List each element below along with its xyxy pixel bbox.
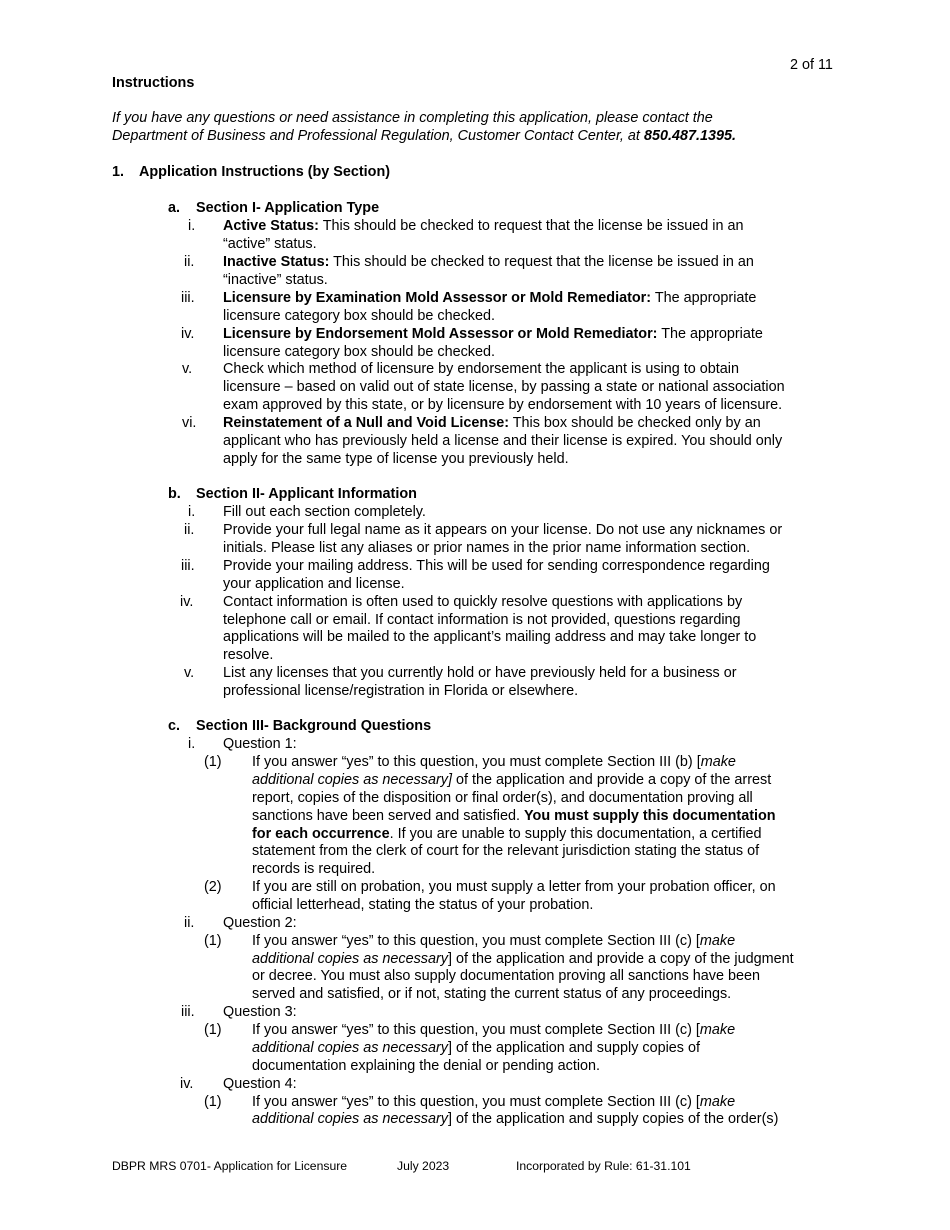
q1-p2-line-2: official letterhead, stating the status of your probation. bbox=[252, 897, 594, 913]
b-iii-num: iii. bbox=[181, 558, 195, 574]
a-i-line-2: “active” status. bbox=[223, 236, 317, 252]
a-ii-line-1 bbox=[223, 253, 754, 271]
a-vi-text: This box should be checked only by an bbox=[509, 415, 761, 431]
b-iv-line-3: applications will be mailed to the applicant’s mailing address and may take longer to bbox=[223, 629, 757, 645]
a-ii-term: Inactive Status: bbox=[223, 254, 330, 270]
q1-p1-line-5 bbox=[252, 825, 762, 843]
a-vi-num: vi. bbox=[182, 415, 197, 431]
q2-p1-l2-text: ] of the application and provide a copy of the judgment bbox=[448, 951, 794, 967]
q1-p1-line-7: records is required. bbox=[252, 861, 376, 877]
q3-p1-l2-italic: additional copies as necessary bbox=[252, 1040, 448, 1056]
b-iv-line-4: resolve. bbox=[223, 647, 274, 663]
q1-p1-line-3: report, copies of the disposition or final order(s), and documentation proving all bbox=[252, 790, 753, 806]
q4-p1-l2-italic: additional copies as necessary bbox=[252, 1111, 448, 1127]
q1-p1-l5-bold: for each occurrence bbox=[252, 826, 390, 842]
q2-p1-line-3: or decree. You must also supply documentation proving all sanctions have been bbox=[252, 968, 760, 984]
b-iv-num: iv. bbox=[180, 594, 194, 610]
q2-p1-l2-italic: additional copies as necessary bbox=[252, 951, 448, 967]
a-iv-num: iv. bbox=[181, 326, 195, 342]
a-vi-line-3: apply for the same type of license you previously held. bbox=[223, 451, 569, 467]
a-ii-line-2: “inactive” status. bbox=[223, 272, 328, 288]
q1-p1-l4-bold: You must supply this documentation bbox=[524, 808, 776, 824]
q1-p1-line-1 bbox=[252, 753, 736, 771]
a-i-term: Active Status: bbox=[223, 218, 319, 234]
b-iii-line-1: Provide your mailing address. This will be used for sending correspondence regarding bbox=[223, 558, 770, 574]
a-iii-text: The appropriate bbox=[651, 290, 757, 306]
q1-p1-line-4 bbox=[252, 807, 776, 825]
a-ii-text: This should be checked to request that the license be issued in an bbox=[329, 254, 754, 270]
footer-date: July 2023 bbox=[397, 1159, 450, 1173]
footer-form-name: DBPR MRS 0701- Application for Licensure bbox=[112, 1159, 348, 1173]
q4-label: Question 4: bbox=[223, 1076, 297, 1092]
q3-p1-num: (1) bbox=[204, 1022, 222, 1038]
section-b-title: Section II- Applicant Information bbox=[196, 486, 417, 502]
a-iv-line-1 bbox=[223, 325, 763, 343]
q3-p1-line-1 bbox=[252, 1021, 735, 1039]
q3-num: iii. bbox=[181, 1004, 195, 1020]
a-vi-line-2: applicant who has previously held a license and their license is expired. You should only bbox=[223, 433, 783, 449]
a-i-num: i. bbox=[188, 218, 196, 234]
section-1-title: Application Instructions (by Section) bbox=[139, 164, 391, 180]
a-iv-term: Licensure by Endorsement Mold Assessor or Mold Remediator: bbox=[223, 326, 658, 342]
q1-label: Question 1: bbox=[223, 736, 297, 752]
q3-p1-l2-text: ] of the application and supply copies of bbox=[448, 1040, 701, 1056]
b-ii-line-1: Provide your full legal name as it appears on your license. Do not use any nicknames or bbox=[223, 522, 783, 538]
a-i-line-1 bbox=[223, 217, 744, 235]
a-v-line-1: Check which method of licensure by endorsement the applicant is using to obtain bbox=[223, 361, 739, 377]
q2-p1-l1-text: If you answer “yes” to this question, you must complete Section III (c) [ bbox=[252, 933, 700, 949]
b-v-num: v. bbox=[184, 665, 195, 681]
q3-label: Question 3: bbox=[223, 1004, 297, 1020]
q1-p2-num: (2) bbox=[204, 879, 222, 895]
b-iv-line-2: telephone call or email. If contact information is not provided, questions regarding bbox=[223, 612, 741, 628]
a-vi-line-1 bbox=[223, 414, 761, 432]
intro-line-2 bbox=[112, 127, 736, 145]
intro-text: Department of Business and Professional Regulation, Customer Contact Center, at bbox=[112, 128, 644, 144]
b-v-line-2: professional license/registration in Florida or elsewhere. bbox=[223, 683, 579, 699]
page-title: Instructions bbox=[112, 75, 195, 91]
q3-p1-l1-italic: make bbox=[699, 1022, 736, 1038]
a-iv-text: The appropriate bbox=[657, 326, 763, 342]
a-iii-line-1 bbox=[223, 289, 756, 307]
b-v-line-1: List any licenses that you currently hold or have previously held for a business or bbox=[223, 665, 737, 681]
intro-line-1: If you have any questions or need assistance in completing this application, please contact the bbox=[112, 110, 713, 126]
a-ii-num: ii. bbox=[184, 254, 195, 270]
page-number: 2 of 11 bbox=[790, 57, 833, 73]
b-iv-line-1: Contact information is often used to quickly resolve questions with applications by bbox=[223, 594, 743, 610]
q4-p1-line-2 bbox=[252, 1110, 778, 1128]
q1-p1-l5-text: . If you are unable to supply this documentation, a certified bbox=[389, 826, 762, 842]
q4-p1-l1-italic: make bbox=[699, 1094, 736, 1110]
a-iii-term: Licensure by Examination Mold Assessor or Mold Remediator: bbox=[223, 290, 652, 306]
q2-p1-line-1 bbox=[252, 932, 735, 950]
q1-p1-l4-text: sanctions have been served and satisfied. bbox=[252, 808, 524, 824]
section-a-title: Section I- Application Type bbox=[196, 200, 380, 216]
footer-rule: Incorporated by Rule: 61-31.101 bbox=[516, 1159, 691, 1173]
q1-p1-line-2 bbox=[252, 771, 771, 789]
b-i-num: i. bbox=[188, 504, 196, 520]
q1-p1-num: (1) bbox=[204, 754, 222, 770]
q2-p1-line-4: served and satisfied, or if not, stating the current status of any proceedings. bbox=[252, 986, 732, 1002]
b-i-line-1: Fill out each section completely. bbox=[223, 504, 426, 520]
q2-num: ii. bbox=[184, 915, 195, 931]
section-a-label: a. bbox=[168, 200, 181, 216]
section-1-number: 1. bbox=[112, 164, 125, 180]
q3-p1-l1-text: If you answer “yes” to this question, you must complete Section III (c) [ bbox=[252, 1022, 700, 1038]
a-v-num: v. bbox=[182, 361, 193, 377]
q2-p1-l1-italic: make bbox=[699, 933, 736, 949]
b-ii-line-2: initials. Please list any aliases or prior names in the prior name information section. bbox=[223, 540, 751, 556]
a-i-text: This should be checked to request that the license be issued in an bbox=[318, 218, 744, 234]
contact-phone: 850.487.1395. bbox=[643, 128, 736, 144]
section-c-label: c. bbox=[168, 718, 181, 734]
a-iii-line-2: licensure category box should be checked. bbox=[223, 308, 495, 324]
q1-num: i. bbox=[188, 736, 196, 752]
q1-p1-l1-text: If you answer “yes” to this question, you must complete Section III (b) [ bbox=[252, 754, 701, 770]
q4-p1-l1-text: If you answer “yes” to this question, you must complete Section III (c) [ bbox=[252, 1094, 700, 1110]
q1-p1-l1-italic: make bbox=[700, 754, 736, 770]
q2-p1-line-2 bbox=[252, 950, 794, 968]
a-v-line-2: licensure – based on valid out of state license, by passing a state or national association bbox=[223, 379, 785, 395]
q1-p1-line-6: statement from the clerk of court for the relevant jurisdiction stating the status of bbox=[252, 843, 760, 859]
q3-p1-line-3: documentation explaining the denial or pending action. bbox=[252, 1058, 601, 1074]
q1-p1-l2-italic: additional copies as necessary] bbox=[252, 772, 452, 788]
q2-label: Question 2: bbox=[223, 915, 297, 931]
a-vi-term: Reinstatement of a Null and Void License: bbox=[223, 415, 509, 431]
b-ii-num: ii. bbox=[184, 522, 195, 538]
q2-p1-num: (1) bbox=[204, 933, 222, 949]
section-c-title: Section III- Background Questions bbox=[196, 718, 432, 734]
q4-p1-line-1 bbox=[252, 1093, 735, 1111]
q1-p1-l2-text: of the application and provide a copy of the arrest bbox=[452, 772, 772, 788]
q4-p1-l2-text: ] of the application and supply copies of the order(s) bbox=[448, 1111, 779, 1127]
q1-p2-line-1: If you are still on probation, you must supply a letter from your probation officer, on bbox=[252, 879, 776, 895]
a-v-line-3: exam approved by this state, or by licensure by endorsement with 10 years of licensure. bbox=[223, 397, 783, 413]
a-iii-num: iii. bbox=[181, 290, 195, 306]
q4-num: iv. bbox=[180, 1076, 194, 1092]
q4-p1-num: (1) bbox=[204, 1094, 222, 1110]
a-iv-line-2: licensure category box should be checked. bbox=[223, 344, 495, 360]
section-b-label: b. bbox=[168, 486, 181, 502]
b-iii-line-2: your application and license. bbox=[223, 576, 405, 592]
q3-p1-line-2 bbox=[252, 1039, 700, 1057]
